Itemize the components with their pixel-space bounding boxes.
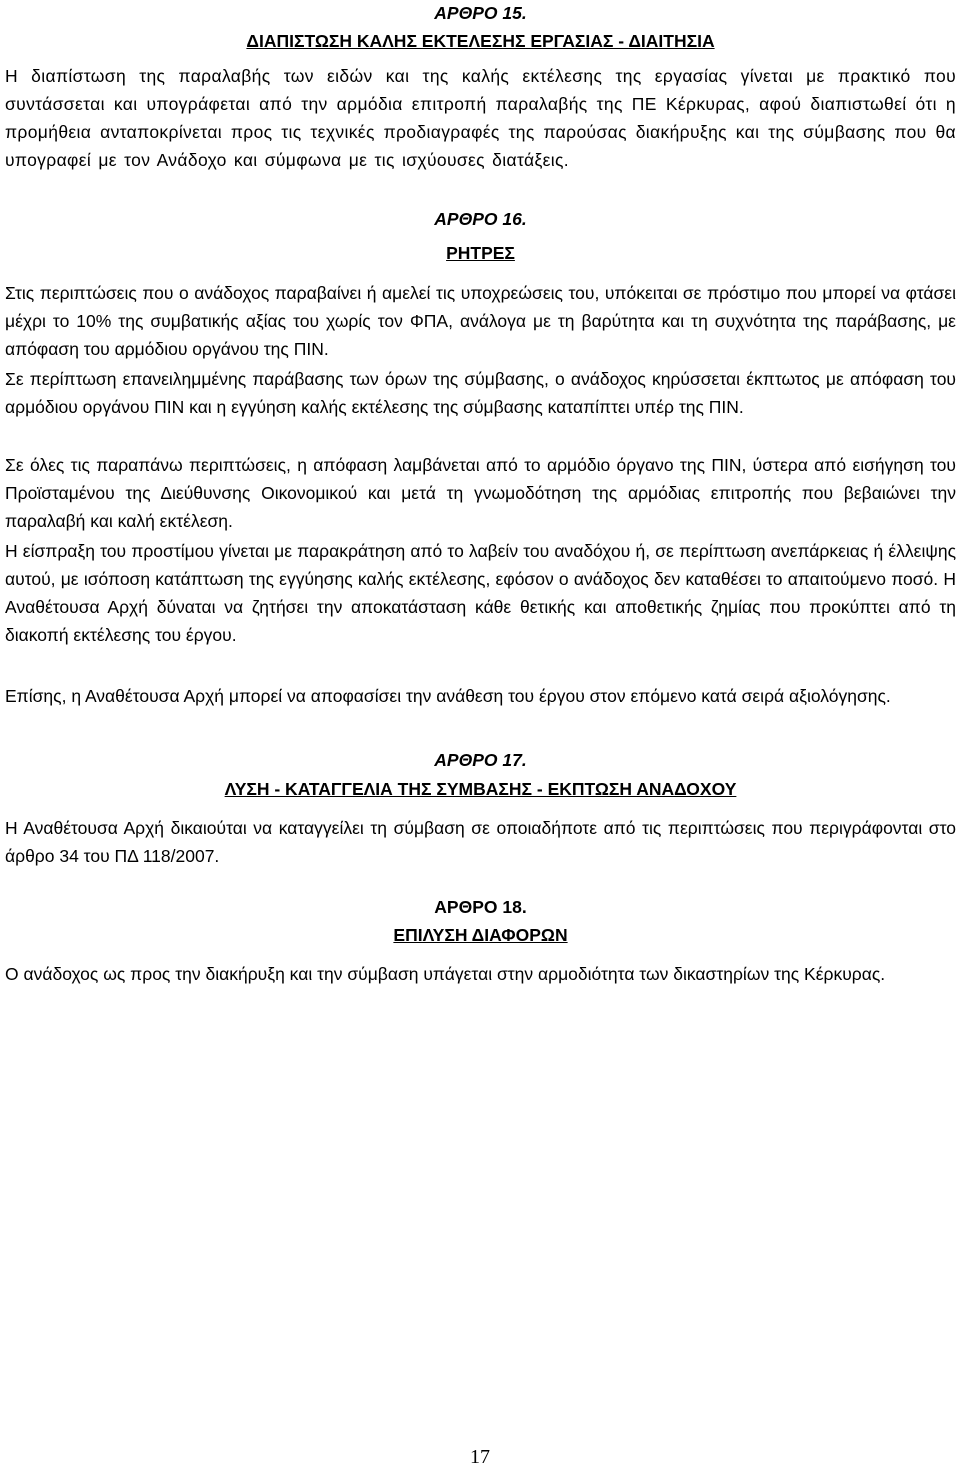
- article-16-paragraph-5: Επίσης, η Αναθέτουσα Αρχή μπορεί να αποφασίσει την ανάθεση του έργου στον επόμενο κατά σειρά αξιολόγησης.: [5, 686, 891, 706]
- article-15-paragraph-1: Η διαπίστωση της παραλαβής των ειδών και της καλής εκτέλεσης της εργασίας γίνεται με πρακτικό που συντάσσεται και υπογράφεται από την αρμόδια επιτροπή παραλαβής της ΠΕ Κέρκυρας, αφού διαπιστωθεί ότι η προμήθεια ανταποκρίνεται προς τις τεχνικές προδιαγραφές της παρούσας διακήρυξης και της σύμβασης που θα υπογραφεί με τον Ανάδοχο και σύμφωνα με τις ισχύουσες διατάξεις.: [5, 66, 956, 170]
- article-18-heading: ΑΡΘΡΟ 18.: [434, 897, 527, 917]
- article-17-title: ΛΥΣΗ - ΚΑΤΑΓΓΕΛΙΑ ΤΗΣ ΣΥΜΒΑΣΗΣ - ΕΚΠΤΩΣΗ ΑΝΑΔΟΧΟΥ: [224, 779, 737, 799]
- article-16-paragraph-3: Σε όλες τις παραπάνω περιπτώσεις, η απόφαση λαμβάνεται από το αρμόδιο όργανο της ΠΙΝ, ύστερα από εισήγηση του Προϊσταμένου της Διεύθυνσης Οικονομικού και μετά τη γνωμοδότηση της αρμόδιας επιτροπής που βεβαιώνει την παραλαβή και καλή εκτέλεση.: [5, 455, 956, 531]
- article-16-heading: ΑΡΘΡΟ 16.: [434, 209, 527, 229]
- page-number: 17: [470, 1446, 490, 1468]
- article-15-heading: ΑΡΘΡΟ 15.: [434, 3, 527, 23]
- article-16-paragraph-4: Η είσπραξη του προστίμου γίνεται με παρακράτηση από το λαβείν του αναδόχου ή, σε περίπτωση ανεπάρκειας ή έλλειψης αυτού, με ισόποση κατάπτωση της εγγύησης καλής εκτέλεσης, εφόσον ο ανάδοχος δεν καταθέσει το απαιτούμενο ποσό. Η Αναθέτουσα Αρχή δύναται να ζητήσει την αποκατάσταση κάθε θετικής και αποθετικής ζημίας που προκύπτει από τη διακοπή εκτέλεσης του έργου.: [5, 541, 956, 645]
- article-17-paragraph-1: Η Αναθέτουσα Αρχή δικαιούται να καταγγείλει τη σύμβαση σε οποιαδήποτε από τις περιπτώσεις που περιγράφονται στο άρθρο 34 του ΠΔ 118/2007.: [5, 818, 956, 866]
- article-18-title: ΕΠΙΛΥΣΗ ΔΙΑΦΟΡΩΝ: [393, 925, 568, 945]
- article-16-paragraph-2: Σε περίπτωση επανειλημμένης παράβασης των όρων της σύμβασης, ο ανάδοχος κηρύσσεται έκπτωτος με απόφαση του αρμόδιου οργάνου ΠΙΝ και η εγγύηση καλής εκτέλεσης της σύμβασης καταπίπτει υπέρ της ΠΙΝ.: [5, 369, 956, 417]
- article-16-title: ΡΗΤΡΕΣ: [446, 243, 515, 263]
- article-15-title: ΔΙΑΠΙΣΤΩΣΗ ΚΑΛΗΣ ΕΚΤΕΛΕΣΗΣ ΕΡΓΑΣΙΑΣ - ΔΙΑΙΤΗΣΙΑ: [246, 31, 715, 51]
- article-16-paragraph-1: Στις περιπτώσεις που ο ανάδοχος παραβαίνει ή αμελεί τις υποχρεώσεις του, υπόκειται σε πρόστιμο που μπορεί να φτάσει μέχρι το 10% της συμβατικής αξίας του χωρίς τον ΦΠΑ, ανάλογα με τη βαρύτητα και τη συχνότητα της παράβασης, με απόφαση του αρμόδιου οργάνου της ΠΙΝ.: [5, 283, 956, 359]
- article-17-heading: ΑΡΘΡΟ 17.: [434, 750, 527, 770]
- article-18-paragraph-1: Ο ανάδοχος ως προς την διακήρυξη και την σύμβαση υπάγεται στην αρμοδιότητα των δικαστηρίων της Κέρκυρας.: [5, 964, 886, 984]
